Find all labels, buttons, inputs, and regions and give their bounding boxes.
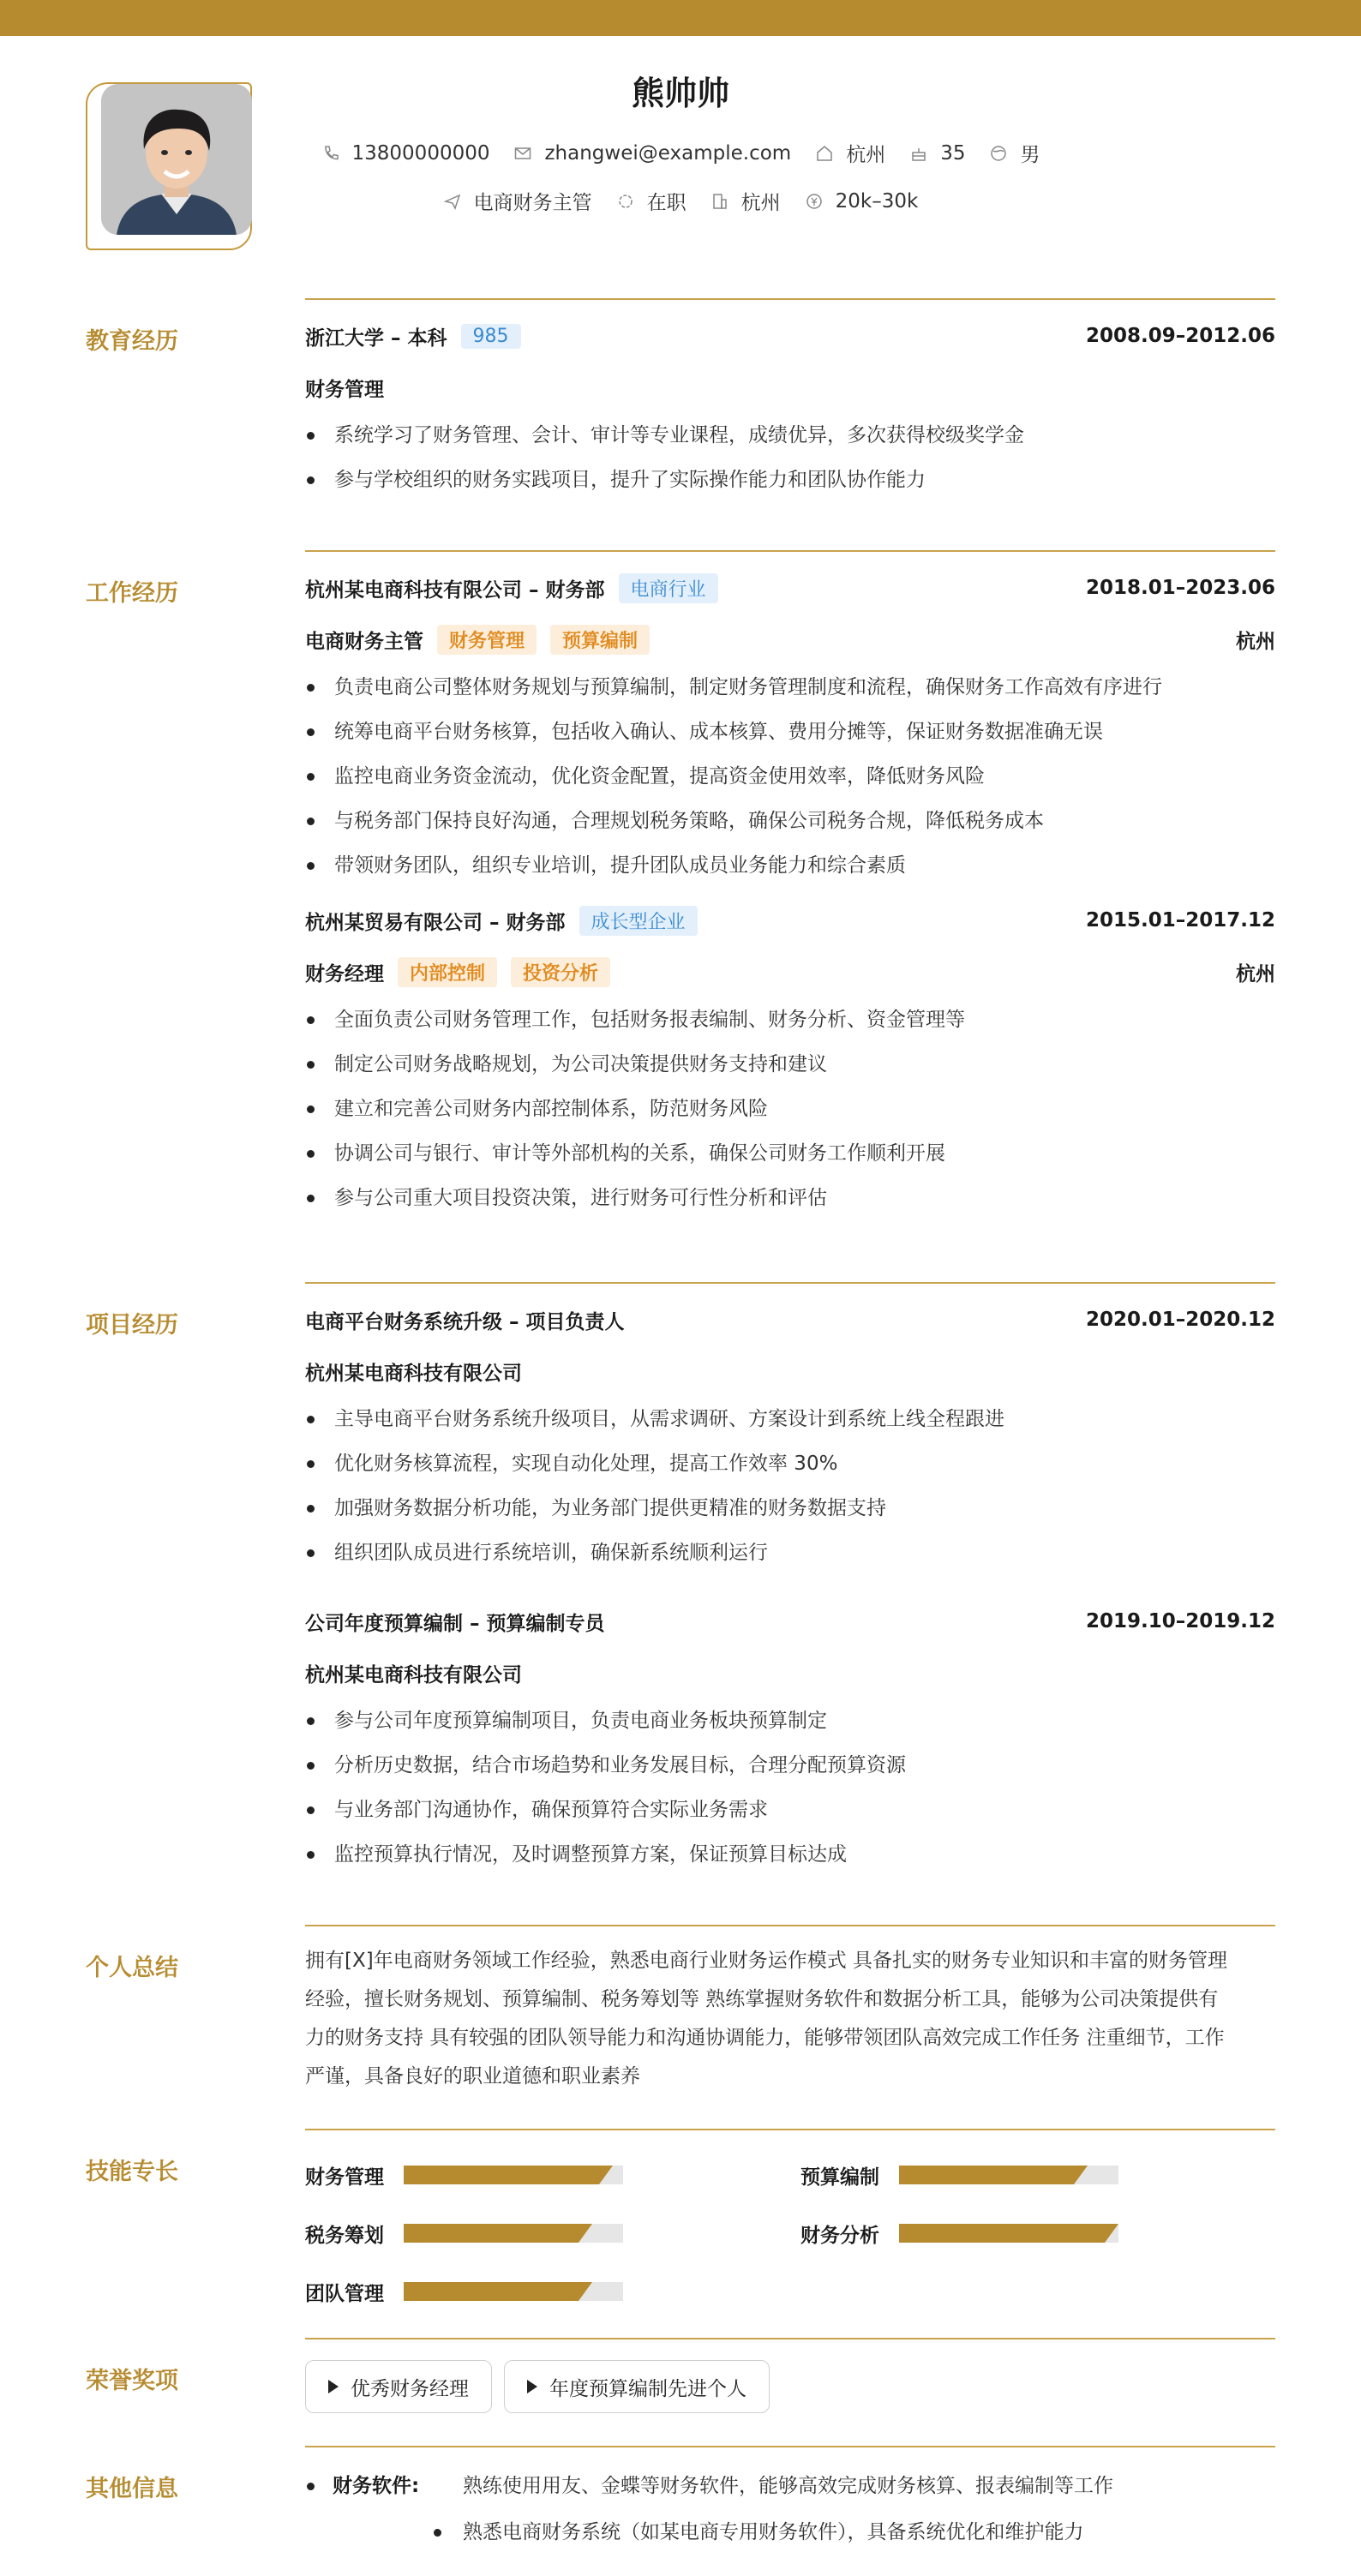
skill-tag: 投资分析 (511, 957, 610, 987)
industry-tag: 电商行业 (619, 573, 718, 603)
school-degree: 浙江大学 – 本科 (305, 326, 447, 350)
skill-bar (404, 2166, 623, 2184)
email-text[interactable]: zhangwei@example.com (544, 141, 792, 165)
list-item: 制定公司财务战略规划，为公司决策提供财务支持和建议 (305, 1042, 1275, 1087)
skill-name: 预算编制 (800, 2166, 879, 2189)
job-intent-row (0, 187, 1361, 215)
section-title: 荣誉奖项 (86, 2368, 178, 2394)
job-role-row (305, 946, 1275, 997)
skill-name: 财务分析 (800, 2224, 879, 2247)
other-label: 财务软件: (333, 2475, 420, 2497)
list-item: 监控预算执行情况，及时调整预算方案，保证预算目标达成 (305, 1832, 1275, 1877)
status-item (616, 187, 686, 215)
list-item: 加强财务数据分析功能，为业务部门提供更精准的财务数据支持 (305, 1486, 1275, 1531)
project-company-row (305, 1345, 1275, 1397)
age-item (909, 142, 965, 165)
salary-item (805, 190, 919, 213)
section-divider (305, 550, 1275, 552)
job-role: 财务经理 (305, 962, 384, 985)
phone-item (321, 142, 490, 165)
list-item: 系统学习了财务管理、会计、审计等专业课程，成绩优异，多次获得校级奖学金 (305, 413, 1275, 458)
job-header (305, 895, 1275, 946)
job-company: 杭州某电商科技有限公司 – 财务部 (305, 578, 605, 602)
list-item: 统筹电商平台财务核算，包括收入确认、成本核算、费用分摊等，保证财务数据准确无误 (305, 710, 1275, 754)
education-header (305, 310, 1275, 362)
job-bullets (305, 665, 1275, 888)
skills-grid (305, 2158, 1275, 2338)
project-name: 公司年度预算编制 – 预算编制专员 (305, 1612, 605, 1635)
send-icon (443, 192, 462, 211)
work-city-text: 杭州 (740, 192, 781, 214)
section-title: 技能专长 (86, 2159, 178, 2185)
industry-tag: 成长型企业 (579, 906, 698, 936)
candidate-name: 熊帅帅 (631, 75, 729, 112)
contact-row (0, 139, 1361, 167)
skill-name: 税务筹划 (305, 2224, 384, 2247)
section-divider (305, 2446, 1275, 2447)
age-text: 35 (940, 141, 966, 165)
job-location: 杭州 (1236, 962, 1275, 985)
skill-bar-fill (404, 2166, 599, 2184)
skill-bar-fill (404, 2282, 579, 2301)
list-item: 与税务部门保持良好沟通，合理规划税务策略，确保公司税务合规，降低税务成本 (305, 799, 1275, 843)
list-item: 负责电商公司整体财务规划与预算编制，制定财务管理制度和流程，确保财务工作高效有序进行 (305, 665, 1275, 710)
position-item (443, 187, 592, 215)
mail-icon (513, 144, 532, 163)
list-item: 分析历史数据，结合市场趋势和业务发展目标，合理分配预算资源 (305, 1743, 1275, 1788)
job-role: 电商财务主管 (305, 630, 423, 653)
job-role-row (305, 614, 1275, 665)
skill-tag: 内部控制 (398, 957, 497, 987)
project-company: 杭州某电商科技有限公司 (305, 1362, 522, 1385)
job-date: 2015.01–2017.12 (1085, 909, 1275, 932)
section-title: 工作经历 (86, 580, 178, 607)
other-text: 熟练使用用友、金蝶等财务软件，能够高效完成财务核算、报表编制等工作 (463, 2475, 1113, 2497)
summary-line: 拥有[X]年电商财务领域工作经验，熟悉电商行业财务运作模式 具备扎实的财务专业知识和丰富的财务管理 (305, 1950, 1228, 1972)
section-title: 个人总结 (86, 1955, 178, 1981)
building-icon (710, 192, 729, 211)
skill-bar-cap (579, 2224, 592, 2243)
home-icon (815, 144, 834, 163)
gender-icon (989, 144, 1008, 163)
bullet-dot (434, 2529, 441, 2537)
award-label: 年度预算编制先进个人 (549, 2377, 746, 2400)
summary-line: 力的财务支持 具有较强的团队领导能力和沟通协调能力，能够带领团队高效完成工作任务 注重细节，工作 (305, 2027, 1225, 2049)
skill-item (800, 2158, 1118, 2192)
skill-name: 财务管理 (305, 2166, 384, 2189)
skill-name: 团队管理 (305, 2282, 384, 2305)
job-location: 杭州 (1236, 630, 1275, 653)
phone-text[interactable]: 13800000000 (351, 141, 490, 165)
skill-bar (404, 2282, 623, 2301)
phone-icon (321, 144, 340, 163)
project-header (305, 1596, 1275, 1647)
other-line (305, 2463, 1275, 2509)
position-text: 电商财务主管 (473, 192, 592, 214)
list-item: 协调公司与银行、审计等外部机构的关系，确保公司财务工作顺利开展 (305, 1131, 1275, 1176)
list-item: 参与公司年度预算编制项目，负责电商业务板块预算制定 (305, 1698, 1275, 1743)
skill-bar-cap (1105, 2224, 1118, 2243)
skill-item (800, 2216, 1118, 2250)
skill-bar-cap (599, 2166, 613, 2184)
skill-bar (899, 2224, 1118, 2243)
play-icon (328, 2380, 339, 2393)
project-date: 2020.01–2020.12 (1085, 1309, 1275, 1331)
education-date: 2008.09–2012.06 (1085, 325, 1275, 347)
cake-icon (909, 144, 928, 163)
top-accent-bar (0, 0, 1361, 36)
summary-text (305, 1942, 1275, 2096)
list-item: 与业务部门沟通协作，确保预算符合实际业务需求 (305, 1788, 1275, 1832)
skill-bar (899, 2166, 1118, 2184)
section-divider (305, 2129, 1275, 2130)
section-divider (305, 2338, 1275, 2339)
job-company: 杭州某贸易有限公司 – 财务部 (305, 911, 566, 934)
skill-tag: 财务管理 (437, 625, 537, 655)
job-bullets (305, 997, 1275, 1220)
salary-icon (805, 192, 824, 211)
project-date: 2019.10–2019.12 (1085, 1610, 1275, 1632)
section-title: 项目经历 (86, 1312, 178, 1339)
list-item: 优化财务核算流程，实现自动化处理，提高工作效率 30% (305, 1441, 1275, 1486)
project-header (305, 1294, 1275, 1345)
list-item: 组织团队成员进行系统培训，确保新系统顺利运行 (305, 1531, 1275, 1575)
award-chip (305, 2360, 492, 2413)
skill-bar-fill (899, 2224, 1105, 2243)
other-text: 熟悉电商财务系统（如某电商专用财务软件），具备系统优化和维护能力 (463, 2521, 1084, 2543)
project-name: 电商平台财务系统升级 – 项目负责人 (305, 1310, 625, 1333)
skill-bar-fill (899, 2166, 1074, 2184)
salary-text: 20k–30k (835, 189, 919, 213)
work-city-item (710, 187, 781, 215)
project-bullets (305, 1397, 1275, 1575)
list-item: 带领财务团队，组织专业培训，提升团队成员业务能力和综合素质 (305, 843, 1275, 888)
section-divider (305, 1282, 1275, 1284)
status-icon (616, 192, 635, 211)
skill-bar-fill (404, 2224, 579, 2243)
skill-item (305, 2274, 623, 2309)
city-text: 杭州 (846, 144, 886, 166)
skill-item (305, 2216, 623, 2250)
skill-bar-cap (1074, 2166, 1088, 2184)
list-item: 监控电商业务资金流动，优化资金配置，提高资金使用效率，降低财务风险 (305, 754, 1275, 799)
list-item: 建立和完善公司财务内部控制体系，防范财务风险 (305, 1087, 1275, 1131)
skills-section (0, 2129, 1361, 2309)
list-item: 全面负责公司财务管理工作，包括财务报表编制、财务分析、资金管理等 (305, 997, 1275, 1042)
summary-line: 经验，擅长财务规划、预算编制、税务筹划等 熟练掌握财务软件和数据分析工具，能够为公司决策提供有 (305, 1988, 1219, 2010)
section-title: 其他信息 (86, 2476, 178, 2502)
award-label: 优秀财务经理 (351, 2377, 469, 2400)
skill-bar-cap (579, 2282, 592, 2301)
other-line (305, 2509, 1275, 2555)
other-info (305, 2463, 1275, 2555)
school-tag: 985 (461, 324, 521, 349)
job-date: 2018.01–2023.06 (1085, 577, 1275, 599)
education-bullets (305, 413, 1275, 502)
list-item: 参与公司重大项目投资决策，进行财务可行性分析和评估 (305, 1176, 1275, 1220)
skill-item (305, 2158, 623, 2192)
project-company-row (305, 1647, 1275, 1698)
list-item: 参与学校组织的财务实践项目，提升了实际操作能力和团队协作能力 (305, 458, 1275, 502)
section-title: 教育经历 (86, 328, 178, 355)
email-item (513, 142, 791, 165)
city-item (815, 139, 885, 167)
gender-item (989, 139, 1040, 167)
status-text: 在职 (646, 192, 686, 214)
list-item: 主导电商平台财务系统升级项目，从需求调研、方案设计到系统上线全程跟进 (305, 1397, 1275, 1441)
job-header (305, 562, 1275, 614)
section-divider (305, 1925, 1275, 1926)
section-divider (305, 298, 1275, 300)
play-icon (527, 2380, 537, 2393)
bullet-dot (307, 2483, 315, 2490)
major: 财务管理 (305, 378, 384, 401)
award-chip (504, 2360, 770, 2413)
project-bullets (305, 1698, 1275, 1877)
awards-list (305, 2360, 1275, 2413)
major-row (305, 362, 1275, 413)
summary-line: 严谨，具备良好的职业道德和职业素养 (305, 2065, 640, 2088)
skill-bar (404, 2224, 623, 2243)
project-company: 杭州某电商科技有限公司 (305, 1663, 522, 1686)
skill-tag: 预算编制 (550, 625, 650, 655)
gender-text: 男 (1020, 144, 1040, 166)
